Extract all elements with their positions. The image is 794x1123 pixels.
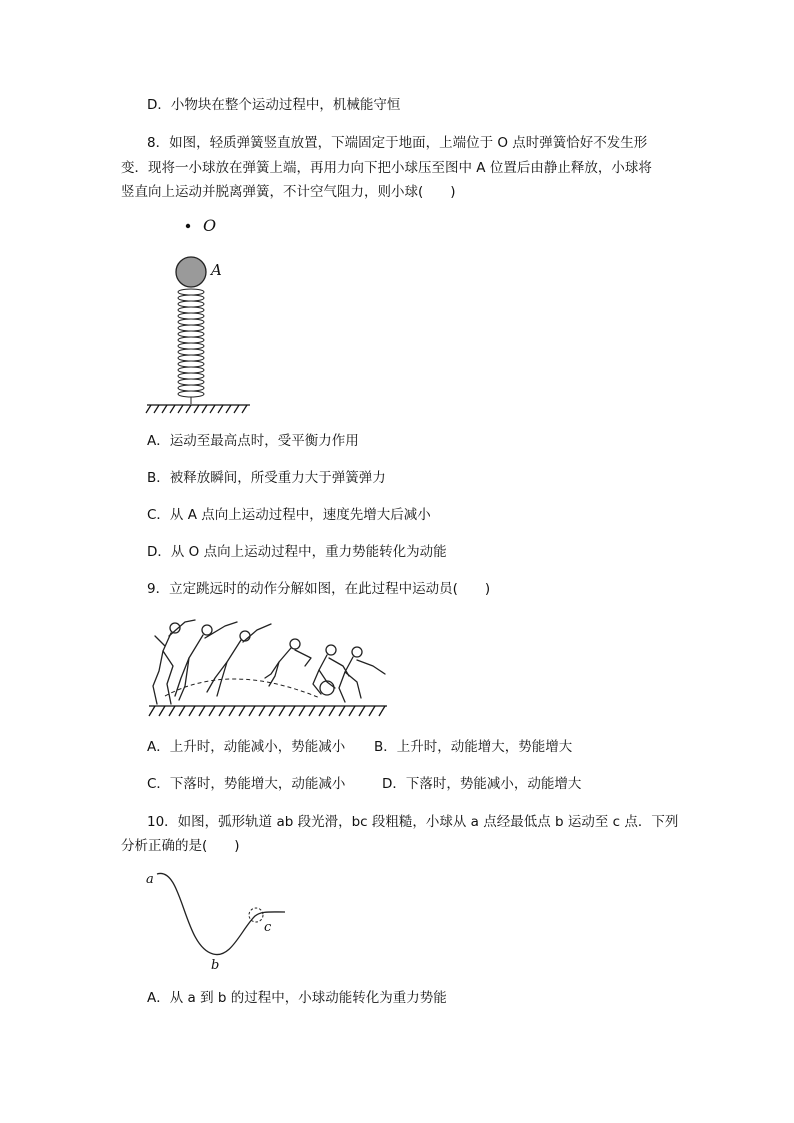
- q10-stem-line-2: 分析正确的是( ): [121, 838, 240, 854]
- q9-stem: 9．立定跳远时的动作分解如图，在此过程中运动员( ): [147, 581, 491, 597]
- q7-option-d: D．小物块在整个运动过程中，机械能守恒: [147, 97, 401, 113]
- landing-ground: [149, 706, 387, 716]
- q8-option-a: A．运动至最高点时，受平衡力作用: [147, 433, 359, 449]
- q8-stem-line-3: 竖直向上运动并脱离弹簧，不计空气阻力，则小球( ): [121, 184, 456, 200]
- q9-option-b: B．上升时，动能增大，势能增大: [374, 739, 573, 755]
- spring-ball-figure: [145, 212, 255, 417]
- q8-option-c: C．从 A 点向上运动过程中，速度先增大后减小: [147, 507, 431, 523]
- q9-option-d: D．下落时，势能减小，动能增大: [382, 776, 582, 792]
- point-o-label: O: [203, 216, 217, 235]
- jumper-silhouettes: [153, 620, 385, 704]
- q10-option-a: A．从 a 到 b 的过程中，小球动能转化为重力势能: [147, 990, 447, 1006]
- q10-stem-line-1: 10．如图，弧形轨道 ab 段光滑，bc 段粗糙，小球从 a 点经最低点 b 运动至 c 点．下列: [147, 814, 679, 830]
- label-a: a: [146, 872, 154, 887]
- ground: [146, 405, 250, 413]
- point-a-label: A: [211, 261, 222, 279]
- jump-trajectory: [165, 679, 320, 698]
- arc-track: [157, 873, 285, 954]
- q8-stem-line-1: 8．如图，轻质弹簧竖直放置，下端固定于地面，上端位于 O 点时弹簧恰好不发生形: [147, 135, 648, 151]
- q8-option-d: D．从 O 点向上运动过程中，重力势能转化为动能: [147, 544, 447, 560]
- point-o-dot: [186, 224, 190, 228]
- q8-stem-line-2: 变．现将一小球放在弹簧上端，再用力向下把小球压至图中 A 位置后由静止释放，小球将: [121, 160, 652, 176]
- spring-coils: [178, 289, 204, 404]
- ball: [176, 257, 206, 287]
- q9-option-a: A．上升时，动能减小，势能减小: [147, 739, 346, 755]
- q8-option-b: B．被释放瞬间，所受重力大于弹簧弹力: [147, 470, 386, 486]
- arc-track-figure: [143, 866, 288, 976]
- label-b: b: [211, 958, 220, 973]
- label-c: c: [264, 920, 272, 935]
- q9-option-c: C．下落时，势能增大，动能减小: [147, 776, 346, 792]
- long-jump-figure: [145, 616, 390, 720]
